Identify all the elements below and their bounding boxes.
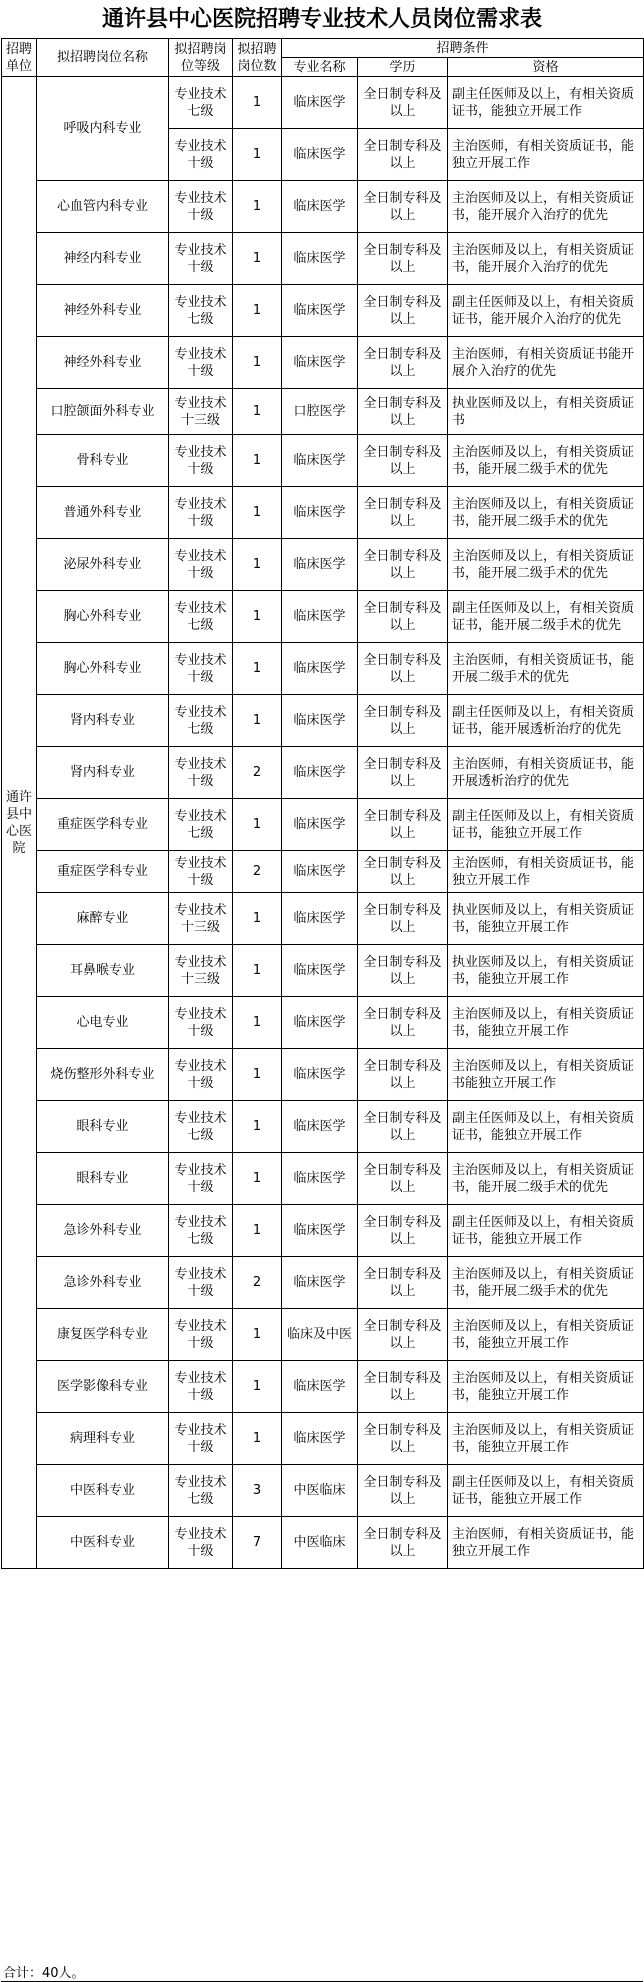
count-cell: 1: [233, 1309, 282, 1361]
position-cell: 胸心外科专业: [37, 591, 169, 643]
table-row: [2, 747, 644, 799]
header-row-1: [2, 39, 644, 58]
count-cell: 1: [233, 539, 282, 591]
table-row: [2, 539, 644, 591]
major-cell: 临床医学: [282, 1101, 358, 1153]
count-cell: 1: [233, 799, 282, 851]
qualification-cell: 主治医师及以上，有相关资质证书，能独立开展工作: [448, 997, 644, 1049]
qualification-cell: 副主任医师及以上，有相关资质证书，能独立开展工作: [448, 1101, 644, 1153]
count-cell: 1: [233, 695, 282, 747]
table-row: [2, 1153, 644, 1205]
qualification-cell: 主治医师及以上，有相关资质证书，能开展二级手术的优先: [448, 1257, 644, 1309]
table-row: [2, 487, 644, 539]
table-row: [2, 643, 644, 695]
major-cell: 临床医学: [282, 695, 358, 747]
position-cell: 烧伤整形外科专业: [37, 1049, 169, 1101]
count-cell: 1: [233, 1413, 282, 1465]
count-cell: 7: [233, 1517, 282, 1569]
position-cell: 肾内科专业: [37, 747, 169, 799]
grade-cell: 专业技术十级: [169, 1361, 233, 1413]
count-cell: 1: [233, 233, 282, 285]
qualification-cell: 主治医师及以上，有相关资质证书，能开展二级手术的优先: [448, 487, 644, 539]
recruitment-table: [1, 38, 644, 1569]
count-cell: 1: [233, 1153, 282, 1205]
table-row: [2, 1309, 644, 1361]
qualification-cell: 主治医师及以上，有相关资质证书能独立开展工作: [448, 1049, 644, 1101]
table-row: [2, 77, 644, 129]
table-row: [2, 233, 644, 285]
position-cell: 康复医学科专业: [37, 1309, 169, 1361]
position-cell: 急诊外科专业: [37, 1257, 169, 1309]
position-cell: 中医科专业: [37, 1517, 169, 1569]
major-cell: 临床医学: [282, 337, 358, 389]
position-cell: 急诊外科专业: [37, 1205, 169, 1257]
count-cell: 1: [233, 1049, 282, 1101]
education-cell: 全日制专科及以上: [358, 181, 448, 233]
table-row: [2, 591, 644, 643]
education-cell: 全日制专科及以上: [358, 77, 448, 129]
grade-cell: 专业技术七级: [169, 695, 233, 747]
table-row: [2, 997, 644, 1049]
count-cell: 1: [233, 435, 282, 487]
position-cell: 眼科专业: [37, 1101, 169, 1153]
position-cell: 耳鼻喉专业: [37, 945, 169, 997]
major-cell: 临床医学: [282, 1205, 358, 1257]
qualification-cell: 副主任医师及以上，有相关资质证书，能独立开展工作: [448, 1465, 644, 1517]
qualification-cell: 执业医师及以上，有相关资质证书: [448, 389, 644, 435]
grade-cell: 专业技术七级: [169, 285, 233, 337]
education-cell: 全日制专科及以上: [358, 1153, 448, 1205]
grade-cell: 专业技术七级: [169, 1101, 233, 1153]
major-cell: 中医临床: [282, 1517, 358, 1569]
education-cell: 全日制专科及以上: [358, 893, 448, 945]
qualification-cell: 副主任医师及以上，有相关资质证书，能独立开展工作: [448, 77, 644, 129]
grade-cell: 专业技术十级: [169, 1413, 233, 1465]
count-cell: 1: [233, 129, 282, 181]
grade-cell: 专业技术七级: [169, 1205, 233, 1257]
header-conditions: 招聘条件: [282, 39, 644, 58]
grade-cell: 专业技术十级: [169, 851, 233, 893]
education-cell: 全日制专科及以上: [358, 1517, 448, 1569]
qualification-cell: 副主任医师及以上，有相关资质证书，能独立开展工作: [448, 799, 644, 851]
header-unit: 招聘单位: [2, 39, 37, 77]
position-cell: 神经外科专业: [37, 337, 169, 389]
count-cell: 3: [233, 1465, 282, 1517]
header-education: 学历: [358, 58, 448, 77]
count-cell: 1: [233, 1205, 282, 1257]
page-title: 通许县中心医院招聘专业技术人员岗位需求表: [101, 6, 542, 32]
table-row: [2, 285, 644, 337]
major-cell: 临床医学: [282, 851, 358, 893]
major-cell: 临床医学: [282, 1361, 358, 1413]
major-cell: 临床医学: [282, 1153, 358, 1205]
table-row: [2, 181, 644, 233]
education-cell: 全日制专科及以上: [358, 1309, 448, 1361]
major-cell: 临床医学: [282, 1257, 358, 1309]
major-cell: 中医临床: [282, 1465, 358, 1517]
grade-cell: 专业技术七级: [169, 77, 233, 129]
education-cell: 全日制专科及以上: [358, 1361, 448, 1413]
grade-cell: 专业技术十级: [169, 1257, 233, 1309]
header-major: 专业名称: [282, 58, 358, 77]
major-cell: 临床医学: [282, 285, 358, 337]
grade-cell: 专业技术十级: [169, 337, 233, 389]
education-cell: 全日制专科及以上: [358, 233, 448, 285]
education-cell: 全日制专科及以上: [358, 851, 448, 893]
qualification-cell: 主治医师及以上，有相关资质证书，能开展介入治疗的优先: [448, 233, 644, 285]
position-cell: 普通外科专业: [37, 487, 169, 539]
count-cell: 2: [233, 851, 282, 893]
education-cell: 全日制专科及以上: [358, 435, 448, 487]
count-cell: 1: [233, 487, 282, 539]
count-cell: 1: [233, 337, 282, 389]
grade-cell: 专业技术十级: [169, 747, 233, 799]
education-cell: 全日制专科及以上: [358, 129, 448, 181]
position-cell: 麻醉专业: [37, 893, 169, 945]
major-cell: 临床医学: [282, 997, 358, 1049]
grade-cell: 专业技术十级: [169, 129, 233, 181]
qualification-cell: 执业医师及以上，有相关资质证书，能独立开展工作: [448, 945, 644, 997]
table-row: [2, 695, 644, 747]
education-cell: 全日制专科及以上: [358, 1049, 448, 1101]
unit-cell: 通许县中心医院: [2, 77, 37, 1569]
table-row: [2, 1205, 644, 1257]
major-cell: 临床医学: [282, 487, 358, 539]
education-cell: 全日制专科及以上: [358, 1205, 448, 1257]
grade-cell: 专业技术七级: [169, 1465, 233, 1517]
table-row: [2, 945, 644, 997]
qualification-cell: 副主任医师及以上，有相关资质证书，能开展二级手术的优先: [448, 591, 644, 643]
major-cell: 临床医学: [282, 77, 358, 129]
table-row: [2, 435, 644, 487]
position-cell: 骨科专业: [37, 435, 169, 487]
qualification-cell: 主治医师，有相关资质证书，能独立开展工作: [448, 1517, 644, 1569]
table-row: [2, 893, 644, 945]
table-row: [2, 389, 644, 435]
education-cell: 全日制专科及以上: [358, 1413, 448, 1465]
major-cell: 临床及中医: [282, 1309, 358, 1361]
grade-cell: 专业技术十级: [169, 181, 233, 233]
education-cell: 全日制专科及以上: [358, 1257, 448, 1309]
position-cell: 眼科专业: [37, 1153, 169, 1205]
count-cell: 1: [233, 893, 282, 945]
count-cell: 1: [233, 591, 282, 643]
grade-cell: 专业技术十级: [169, 1049, 233, 1101]
education-cell: 全日制专科及以上: [358, 997, 448, 1049]
table-row: [2, 1465, 644, 1517]
count-cell: 2: [233, 1257, 282, 1309]
qualification-cell: 主治医师，有相关资质证书能开展介入治疗的优先: [448, 337, 644, 389]
qualification-cell: 主治医师及以上，有相关资质证书，能开展二级手术的优先: [448, 435, 644, 487]
qualification-cell: 副主任医师及以上，有相关资质证书，能独立开展工作: [448, 1205, 644, 1257]
major-cell: 临床医学: [282, 233, 358, 285]
major-cell: 临床医学: [282, 435, 358, 487]
table-row: [2, 1413, 644, 1465]
header-position: 拟招聘岗位名称: [37, 39, 169, 77]
position-cell: 中医科专业: [37, 1465, 169, 1517]
grade-cell: 专业技术十级: [169, 997, 233, 1049]
qualification-cell: 主治医师及以上，有相关资质证书，能开展二级手术的优先: [448, 1153, 644, 1205]
table-row: [2, 337, 644, 389]
education-cell: 全日制专科及以上: [358, 539, 448, 591]
position-cell: 重症医学科专业: [37, 799, 169, 851]
header-grade: 拟招聘岗位等级: [169, 39, 233, 77]
grade-cell: 专业技术十三级: [169, 389, 233, 435]
count-cell: 1: [233, 389, 282, 435]
education-cell: 全日制专科及以上: [358, 285, 448, 337]
education-cell: 全日制专科及以上: [358, 337, 448, 389]
major-cell: 临床医学: [282, 129, 358, 181]
table-row: [2, 1517, 644, 1569]
position-cell: 神经外科专业: [37, 285, 169, 337]
grade-cell: 专业技术十三级: [169, 945, 233, 997]
count-cell: 1: [233, 643, 282, 695]
position-cell: 医学影像科专业: [37, 1361, 169, 1413]
position-cell: 胸心外科专业: [37, 643, 169, 695]
education-cell: 全日制专科及以上: [358, 1101, 448, 1153]
qualification-cell: 执业医师及以上，有相关资质证书，能独立开展工作: [448, 893, 644, 945]
position-cell: 神经内科专业: [37, 233, 169, 285]
count-cell: 1: [233, 1101, 282, 1153]
major-cell: 临床医学: [282, 799, 358, 851]
qualification-cell: 主治医师及以上，有相关资质证书，能开展介入治疗的优先: [448, 181, 644, 233]
qualification-cell: 主治医师，有相关资质证书，能独立开展工作: [448, 851, 644, 893]
count-cell: 1: [233, 997, 282, 1049]
table-row: [2, 1101, 644, 1153]
grade-cell: 专业技术十三级: [169, 893, 233, 945]
grade-cell: 专业技术十级: [169, 643, 233, 695]
qualification-cell: 主治医师，有相关资质证书，能开展透析治疗的优先: [448, 747, 644, 799]
education-cell: 全日制专科及以上: [358, 1465, 448, 1517]
grade-cell: 专业技术七级: [169, 591, 233, 643]
grade-cell: 专业技术十级: [169, 233, 233, 285]
qualification-cell: 主治医师，有相关资质证书，能开展二级手术的优先: [448, 643, 644, 695]
major-cell: 口腔医学: [282, 389, 358, 435]
count-cell: 1: [233, 181, 282, 233]
qualification-cell: 副主任医师及以上，有相关资质证书，能开展介入治疗的优先: [448, 285, 644, 337]
position-cell: 心血管内科专业: [37, 181, 169, 233]
grade-cell: 专业技术十级: [169, 487, 233, 539]
position-cell: 肾内科专业: [37, 695, 169, 747]
count-cell: 2: [233, 747, 282, 799]
education-cell: 全日制专科及以上: [358, 799, 448, 851]
total-footer: 合计：40人。: [3, 1966, 85, 1981]
education-cell: 全日制专科及以上: [358, 591, 448, 643]
count-cell: 1: [233, 285, 282, 337]
count-cell: 1: [233, 945, 282, 997]
position-cell: 泌尿外科专业: [37, 539, 169, 591]
position-cell: 病理科专业: [37, 1413, 169, 1465]
grade-cell: 专业技术七级: [169, 799, 233, 851]
position-cell: 口腔颌面外科专业: [37, 389, 169, 435]
grade-cell: 专业技术十级: [169, 1309, 233, 1361]
major-cell: 临床医学: [282, 1413, 358, 1465]
education-cell: 全日制专科及以上: [358, 643, 448, 695]
major-cell: 临床医学: [282, 539, 358, 591]
major-cell: 临床医学: [282, 643, 358, 695]
position-cell: 呼吸内科专业: [37, 77, 169, 181]
grade-cell: 专业技术十级: [169, 1517, 233, 1569]
education-cell: 全日制专科及以上: [358, 389, 448, 435]
major-cell: 临床医学: [282, 893, 358, 945]
grade-cell: 专业技术十级: [169, 539, 233, 591]
grade-cell: 专业技术十级: [169, 435, 233, 487]
table-row: [2, 851, 644, 893]
qualification-cell: 副主任医师及以上，有相关资质证书，能开展透析治疗的优先: [448, 695, 644, 747]
education-cell: 全日制专科及以上: [358, 695, 448, 747]
education-cell: 全日制专科及以上: [358, 945, 448, 997]
position-cell: 心电专业: [37, 997, 169, 1049]
position-cell: 重症医学科专业: [37, 851, 169, 893]
count-cell: 1: [233, 1361, 282, 1413]
major-cell: 临床医学: [282, 1049, 358, 1101]
qualification-cell: 主治医师，有相关资质证书，能独立开展工作: [448, 129, 644, 181]
header-qualification: 资格: [448, 58, 644, 77]
qualification-cell: 主治医师及以上，有相关资质证书，能独立开展工作: [448, 1361, 644, 1413]
table-row: [2, 1049, 644, 1101]
header-count: 拟招聘岗位数: [233, 39, 282, 77]
table-row: [2, 1361, 644, 1413]
qualification-cell: 主治医师及以上，有相关资质证书，能开展二级手术的优先: [448, 539, 644, 591]
major-cell: 临床医学: [282, 591, 358, 643]
qualification-cell: 主治医师及以上，有相关资质证书，能独立开展工作: [448, 1309, 644, 1361]
table-row: [2, 799, 644, 851]
qualification-cell: 主治医师及以上，有相关资质证书，能独立开展工作: [448, 1413, 644, 1465]
education-cell: 全日制专科及以上: [358, 747, 448, 799]
major-cell: 临床医学: [282, 945, 358, 997]
table-row: [2, 1257, 644, 1309]
major-cell: 临床医学: [282, 181, 358, 233]
major-cell: 临床医学: [282, 747, 358, 799]
grade-cell: 专业技术十级: [169, 1153, 233, 1205]
count-cell: 1: [233, 77, 282, 129]
education-cell: 全日制专科及以上: [358, 487, 448, 539]
